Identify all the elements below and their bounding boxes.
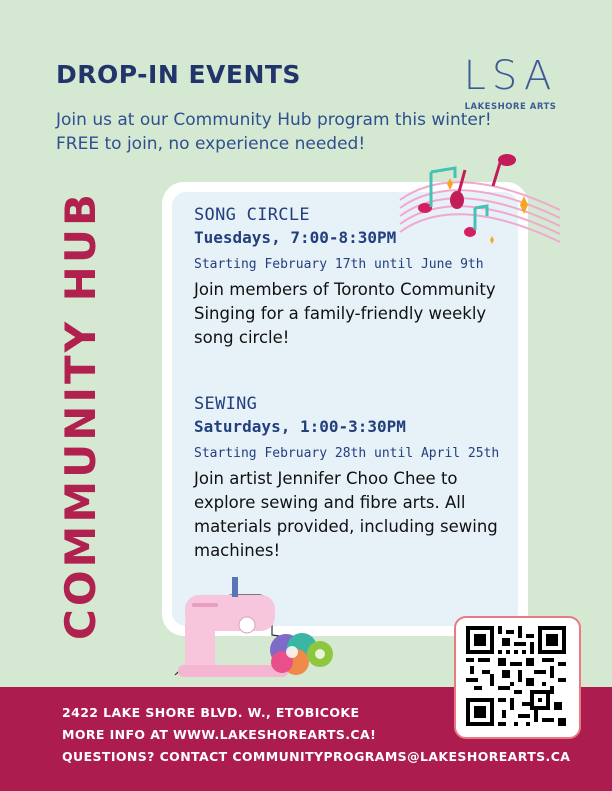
event-sewing: [194, 394, 514, 563]
event-name: SONG CIRCLE: [194, 205, 310, 225]
logo-mark: LSA: [463, 53, 558, 99]
event-description: Join artist Jennifer Choo Chee to explore sewing and fibre arts. All materials provided, including sewing machines!: [194, 469, 498, 560]
logo-name: LAKESHORE ARTS: [464, 102, 557, 112]
event-description: Join members of Toronto Community Singing for a family-friendly weekly song circle!: [194, 280, 496, 347]
intro-text: Join us at our Community Hub program this winter! FREE to join, no experience needed!: [56, 110, 492, 154]
event-name: SEWING: [194, 394, 258, 414]
lakeshore-arts-logo: [463, 53, 558, 112]
footer-contact[interactable]: QUESTIONS? CONTACT COMMUNITYPROGRAMS@LAKESHOREARTS.CA: [62, 749, 571, 764]
community-hub-vertical-title: COMMUNITY HUB: [56, 191, 105, 640]
page-title: DROP-IN EVENTS: [56, 60, 301, 89]
event-dates: Starting February 17th until June 9th: [194, 257, 484, 272]
event-time: Saturdays, 1:00-3:30PM: [194, 417, 406, 436]
event-dates: Starting February 28th until April 25th: [194, 446, 500, 461]
event-time: Tuesdays, 7:00-8:30PM: [194, 228, 397, 247]
footer-address: 2422 LAKE SHORE BLVD. W., ETOBICOKE: [62, 705, 360, 720]
footer-website[interactable]: MORE INFO AT WWW.LAKESHOREARTS.CA!: [62, 727, 377, 742]
qr-code-icon[interactable]: [466, 626, 566, 726]
event-song-circle: [194, 205, 514, 350]
sewing-machine-icon: [150, 575, 340, 685]
